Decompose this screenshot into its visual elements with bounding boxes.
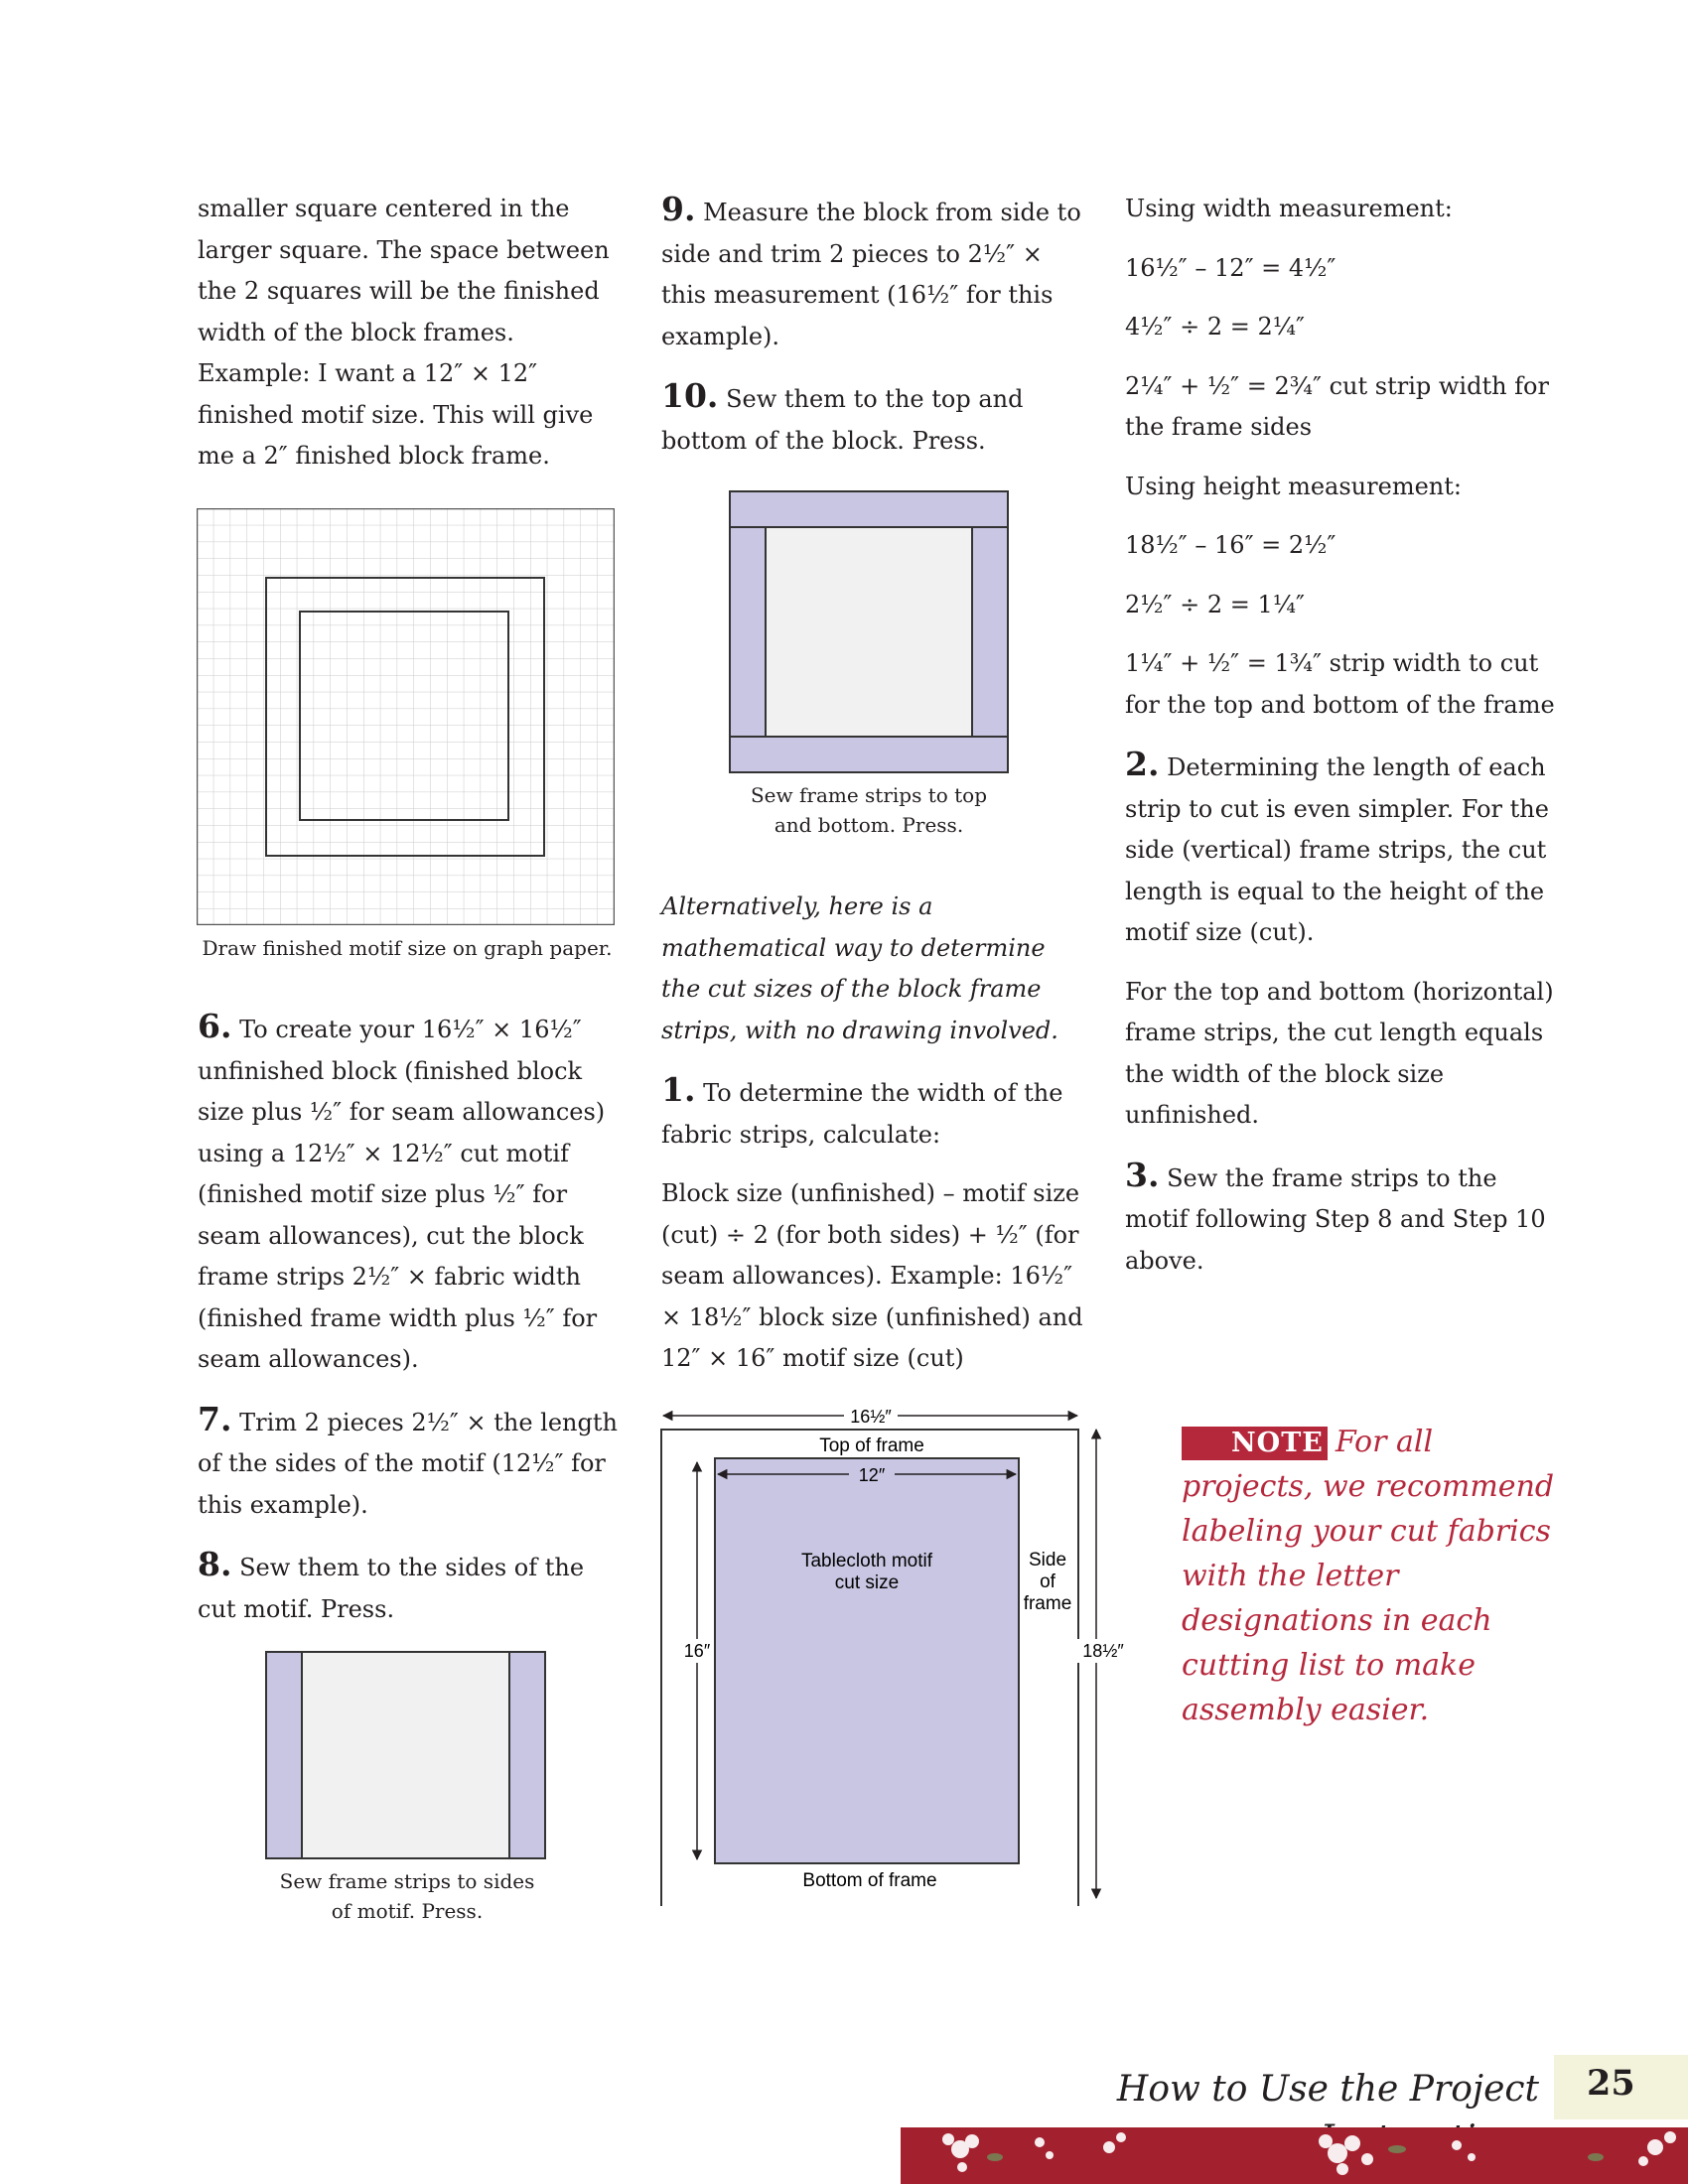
step-9 (661, 189, 1083, 357)
column-3 (1125, 189, 1562, 1299)
width-calc-3: 2¼″ + ½″ = 2¾″ cut strip width for the frame sides (1125, 371, 1549, 441)
height-heading: Using height measurement: (1125, 472, 1462, 500)
step-9-number: 9. (661, 190, 696, 228)
step-2-text: Determining the length of each strip to cut is even simpler. For the side (vertical) frame strips, the cut length is equal to the height of the motif size (cut). (1125, 753, 1549, 946)
motif-label-1: Tablecloth motif (800, 1551, 933, 1571)
motif-label-2: cut size (834, 1572, 900, 1593)
step-3 (1125, 1155, 1562, 1283)
step-8-number: 8. (198, 1545, 232, 1583)
inner-height-label: 16″ (683, 1641, 711, 1661)
height-calc-2: 2½″ ÷ 2 = 1¼″ (1125, 590, 1305, 618)
step-10 (661, 375, 1083, 462)
top-bottom-text: For the top and bottom (horizontal) frame strips, the cut length equals the width of the block size unfinished. (1125, 977, 1554, 1129)
width-calc-1: 16½″ – 12″ = 4½″ (1125, 253, 1336, 282)
inner-width-label: 12″ (858, 1465, 886, 1485)
note-text: For all projects, we recommend labeling your cut fabrics with the letter designations in each cutting list to make assembly easier. (1182, 1425, 1555, 1727)
page-number: 25 (1587, 2063, 1635, 2104)
height-calc-1: 18½″ – 16″ = 2½″ (1125, 531, 1336, 559)
left-side-strip (730, 527, 766, 737)
step-10-number: 10. (661, 376, 719, 415)
running-footer-title: How to Use the Project (1116, 2069, 1539, 2110)
step-1-number: 1. (661, 1070, 696, 1109)
col1-intro: smaller square centered in the larger square. The space between the 2 squares will be the finished width of the block frames. Example: I want a 12″ × 12″ finished motif size. This will give me a 2″ finished block frame. (198, 195, 610, 470)
step-7 (198, 1399, 620, 1527)
fig3-caption-line2: and bottom. Press. (774, 813, 964, 837)
fig2-caption-line1: Sew frame strips to sides (279, 1869, 535, 1893)
floral-band-decoration (901, 2127, 1688, 2184)
step-7-number: 7. (198, 1399, 232, 1438)
step-1 (661, 1069, 1083, 1156)
bottom-of-frame-label: Bottom of frame (802, 1870, 937, 1891)
bottom-strip (730, 737, 1008, 772)
formula-text: Block size (unfinished) – motif size (cut) ÷ 2 (for both sides) + ½″ (for seam allowances). Example: 16½″ × 18½″ block size (unfinished) and 12″ × 16″ motif size (cut) (661, 1179, 1083, 1372)
graph-paper (198, 509, 615, 925)
column-2-lower (661, 887, 1083, 1398)
alternative-method-text: Alternatively, here is a mathematical way to determine the cut sizes of the block frame strips, with no drawing involved. (661, 892, 1058, 1044)
step-8 (198, 1544, 620, 1630)
fig1-caption: Draw finished motif size on graph paper. (202, 936, 613, 960)
top-strip (730, 491, 1008, 527)
fig3-caption-line1: Sew frame strips to top (750, 783, 988, 807)
fig3-caption (700, 780, 1038, 840)
top-of-frame-label: Top of frame (819, 1435, 924, 1456)
floral-pattern-icon (901, 2127, 1688, 2184)
fig2-caption (238, 1866, 576, 1926)
width-calc-2: 4½″ ÷ 2 = 2¼″ (1125, 313, 1305, 341)
step-6 (198, 1006, 620, 1381)
step-10-text: Sew them to the top and bottom of the block. Press. (661, 385, 1024, 455)
inner-motif (715, 1458, 1019, 1863)
step-9-text: Measure the block from side to side and trim 2 pieces to 2½″ × this measurement (16½″ for this example). (661, 199, 1081, 350)
outer-height-label: 18½″ (1082, 1641, 1124, 1661)
step-3-text: Sew the frame strips to the motif following Step 8 and Step 10 above. (1125, 1163, 1546, 1275)
side-label-2: of (1040, 1571, 1055, 1592)
width-heading: Using width measurement: (1125, 195, 1453, 222)
graph-paper-figure (197, 508, 615, 925)
step-8-text: Sew them to the sides of the cut motif. Press. (198, 1554, 585, 1623)
column-1 (198, 189, 620, 495)
note-badge: NOTE (1182, 1427, 1328, 1460)
motif-center (766, 527, 972, 737)
step-1-text: To determine the width of the fabric strips, calculate: (661, 1079, 1063, 1149)
fig2-caption-line2: of motif. Press. (331, 1899, 484, 1923)
side-strips-figure (265, 1651, 546, 1859)
side-label-3: frame (1023, 1593, 1072, 1614)
height-calc-3: 1¼″ + ½″ = 1¾″ strip width to cut for the top and bottom of the frame (1125, 649, 1555, 719)
column-1-steps (198, 1006, 620, 1648)
step-7-text: Trim 2 pieces 2½″ × the length of the sides of the motif (12½″ for this example). (198, 1408, 618, 1519)
right-side-strip (972, 527, 1008, 737)
step-2-number: 2. (1125, 745, 1160, 783)
step-6-number: 6. (198, 1007, 232, 1045)
right-strip (509, 1652, 545, 1858)
side-label-1: Side (1028, 1550, 1067, 1570)
left-strip (266, 1652, 302, 1858)
note-callout (1182, 1420, 1559, 1732)
top-bottom-strips-figure (729, 490, 1009, 773)
step-6-text: To create your 16½″ × 16½″ unfinished block (finished block size plus ½″ for seam allowances) using a 12½″ × 12½″ cut motif (finished motif size plus ½″ for seam allowances), cut the block frame strips 2½″ × fabric width (finished frame width plus ½″ for seam allowances). (198, 1016, 606, 1373)
step-2 (1125, 744, 1562, 954)
outer-width-label: 16½″ (850, 1407, 892, 1427)
column-2 (661, 189, 1083, 479)
dimension-diagram (655, 1405, 1132, 1906)
step-3-number: 3. (1125, 1155, 1160, 1194)
